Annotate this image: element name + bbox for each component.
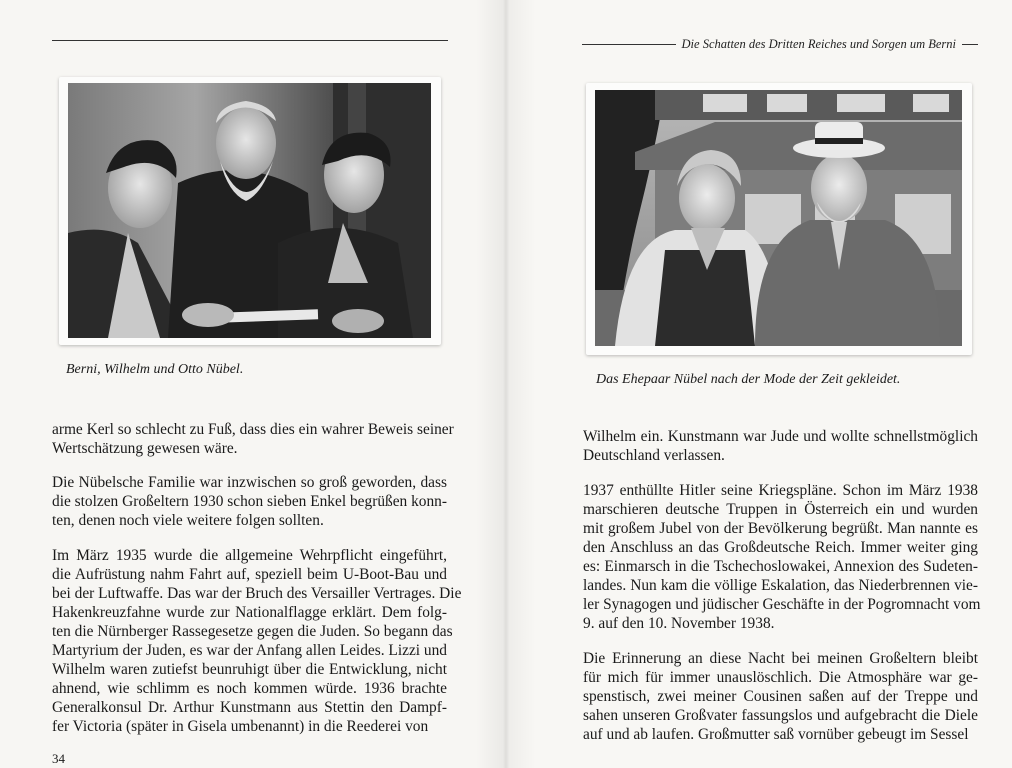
text-line: Wilhelm ein. Kunstmann war Jude und wollte schnellstmöglich bbox=[583, 428, 978, 445]
paragraph bbox=[583, 649, 978, 744]
body-text-right bbox=[583, 427, 981, 744]
text-line: Im März 1935 wurde die allgemeine Wehrpflicht eingeführt, bbox=[52, 547, 447, 564]
text-line: 1937 enthüllte Hitler seine Kriegspläne. Schon im März 1938 bbox=[583, 482, 978, 499]
text-line: Die Nübelsche Familie war inzwischen so groß geworden, dass bbox=[52, 474, 447, 491]
text-line: auf und ab laufen. Großmutter saß vornüber gebeugt im Sessel bbox=[583, 726, 969, 743]
text-line: bei der Luftwaffe. Das war der Bruch des Versailler Vertrages. Die bbox=[52, 585, 462, 602]
photo-frame-left bbox=[59, 77, 441, 345]
paragraph bbox=[583, 481, 981, 633]
running-head-rule-end bbox=[962, 44, 978, 45]
running-head-rule bbox=[582, 44, 676, 45]
text-line: Deutschland verlassen. bbox=[583, 447, 725, 464]
body-text-left bbox=[52, 420, 462, 736]
paragraph bbox=[583, 427, 978, 465]
page-number-left: 34 bbox=[52, 751, 65, 766]
photo-couple bbox=[595, 90, 962, 346]
text-line: landes. Nun kam die völlige Eskalation, das Niederbrennen vie- bbox=[583, 577, 978, 594]
text-line: ler Synagogen und jüdischer Geschäfte in der Pogromnacht vom bbox=[583, 596, 981, 613]
right-page bbox=[506, 0, 1012, 768]
text-line: fer Victoria (später in Gisela umbenannt) in die Reederei von bbox=[52, 718, 429, 735]
photo-three-men bbox=[68, 83, 431, 338]
text-line: Wilhelm waren zutiefst beunruhigt über die Entwicklung, nicht bbox=[52, 661, 447, 678]
header-rule-left bbox=[52, 40, 448, 41]
paragraph bbox=[52, 546, 462, 736]
text-line: die Aufrüstung nahm Fahrt auf, speziell beim U-Boot-Bau und bbox=[52, 566, 447, 583]
text-line: Martyrium der Juden, es war der Anfang allen Leides. Lizzi und bbox=[52, 642, 447, 659]
text-line: Wertschätzung gewesen wäre. bbox=[52, 440, 238, 457]
paragraph bbox=[52, 473, 447, 530]
text-line: arme Kerl so schlecht zu Fuß, dass dies ein wahrer Beweis seiner bbox=[52, 421, 454, 438]
text-line: den Anschluss an das Großdeutsche Reich. Immer weiter ging bbox=[583, 539, 978, 556]
photo-frame-right bbox=[586, 83, 972, 355]
running-head-text: Die Schatten des Dritten Reiches und Sorgen um Berni bbox=[681, 37, 956, 51]
text-line: die stolzen Großeltern 1930 schon sieben Enkel begrüßen konn- bbox=[52, 493, 447, 510]
text-line: es: Einmarsch in die Tschechoslowakei, Annexion des Sudeten- bbox=[583, 558, 978, 575]
text-line: Die Erinnerung an diese Nacht bei meinen Großeltern bleibt bbox=[583, 650, 978, 667]
text-line: ten die Nürnberger Rassegesetze gegen die Juden. So begann das bbox=[52, 623, 453, 640]
text-line: Hakenkreuzfahne wurde zur Nationalflagge erklärt. Dem folg- bbox=[52, 604, 447, 621]
text-line: marschieren deutsche Truppen in Österreich ein und wurden bbox=[583, 501, 978, 518]
figure-caption-right: Das Ehepaar Nübel nach der Mode der Zeit gekleidet. bbox=[596, 372, 901, 387]
text-line: spenstisch, zwei meiner Cousinen saßen auf der Treppe und bbox=[583, 688, 978, 705]
text-line: ten, denen noch viele weitere folgen sollten. bbox=[52, 512, 324, 529]
paragraph bbox=[52, 420, 454, 458]
text-line: ahnend, wie schlimm es noch kommen würde. 1936 brachte bbox=[52, 680, 447, 697]
running-head bbox=[582, 37, 978, 52]
text-line: mit großem Jubel von der Bevölkerung begrüßt. Man nannte es bbox=[583, 520, 978, 537]
text-line: sahen unseren Großvater fassungslos und aufgebracht die Diele bbox=[583, 707, 978, 724]
text-line: Generalkonsul Dr. Arthur Kunstmann aus Stettin den Dampf- bbox=[52, 699, 447, 716]
figure-caption-left: Berni, Wilhelm und Otto Nübel. bbox=[66, 362, 244, 377]
text-line: für mich für immer unauslöschlich. Die Atmosphäre war ge- bbox=[583, 669, 978, 686]
text-line: 9. auf den 10. November 1938. bbox=[583, 615, 775, 632]
